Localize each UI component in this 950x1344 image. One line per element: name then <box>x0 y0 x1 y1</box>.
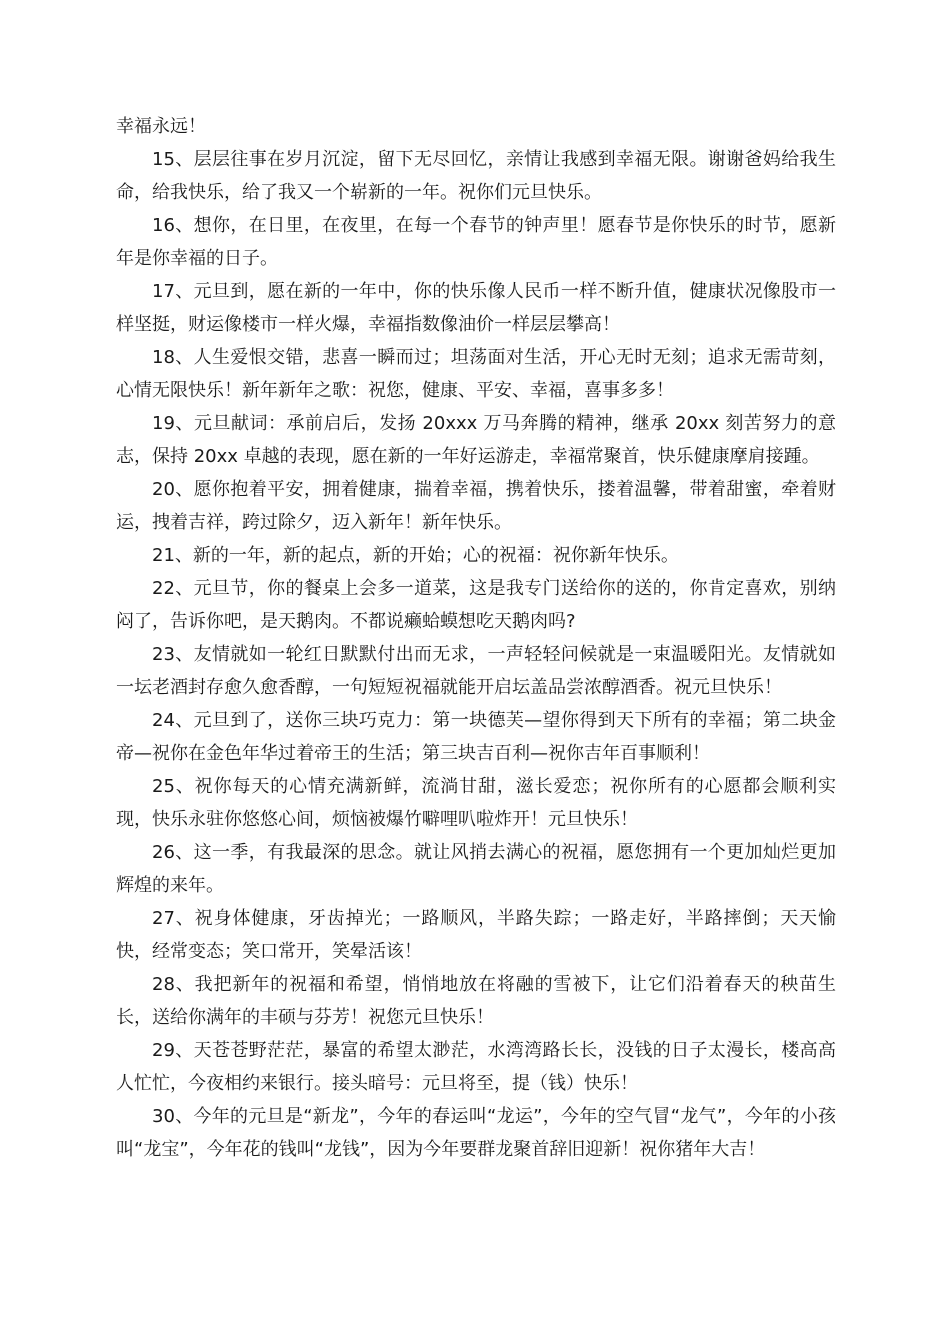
paragraph-27: 27、祝身体健康，牙齿掉光；一路顺风，半路失踪；一路走好，半路摔倒；天天愉快，经常变态；笑口常开，笑晕活该！ <box>116 908 836 962</box>
paragraph-30: 30、今年的元旦是“新龙”，今年的春运叫“龙运”，今年的空气冒“龙气”，今年的小孩叫“龙宝”，今年花的钱叫“龙钱”，因为今年要群龙聚首辞旧迎新！祝你猪年大吉！ <box>116 1106 836 1160</box>
paragraph-20: 20、愿你抱着平安，拥着健康，揣着幸福，携着快乐，搂着温馨，带着甜蜜，牵着财运，拽着吉祥，跨过除夕，迈入新年！新年快乐。 <box>116 479 836 533</box>
paragraph-24: 24、元旦到了，送你三块巧克力：第一块德芙—望你得到天下所有的幸福；第二块金帝—祝你在金色年华过着帝王的生活；第三块吉百利—祝你吉年百事顺利！ <box>116 710 836 764</box>
paragraph-16: 16、想你，在日里，在夜里，在每一个春节的钟声里！愿春节是你快乐的时节，愿新年是你幸福的日子。 <box>116 215 836 269</box>
paragraph-19: 19、元旦献词：承前启后，发扬 20xxx 万马奔腾的精神，继承 20xx 刻苦努力的意志，保持 20xx 卓越的表现，愿在新的一年好运游走，幸福常聚首，快乐健康摩肩接踵。 <box>116 413 836 467</box>
paragraph-18: 18、人生爱恨交错，悲喜一瞬而过；坦荡面对生活，开心无时无刻；追求无需苛刻，心情无限快乐！新年新年之歌：祝您，健康、平安、幸福，喜事多多！ <box>116 347 836 401</box>
document-body <box>116 110 836 1166</box>
paragraph-26: 26、这一季，有我最深的思念。就让风捎去满心的祝福，愿您拥有一个更加灿烂更加辉煌的来年。 <box>116 842 836 896</box>
paragraph-21: 21、新的一年，新的起点，新的开始；心的祝福：祝你新年快乐。 <box>152 545 679 566</box>
paragraph-29: 29、天苍苍野茫茫，暴富的希望太渺茫，水湾湾路长长，没钱的日子太漫长，楼高高人忙忙，今夜相约来银行。接头暗号：元旦将至，提（钱）快乐！ <box>116 1040 836 1094</box>
paragraph-continuation: 幸福永远！ <box>116 116 206 137</box>
paragraph-15: 15、层层往事在岁月沉淀，留下无尽回忆，亲情让我感到幸福无限。谢谢爸妈给我生命，给我快乐，给了我又一个崭新的一年。祝你们元旦快乐。 <box>116 149 836 203</box>
paragraph-22: 22、元旦节，你的餐桌上会多一道菜，这是我专门送给你的送的，你肯定喜欢，别纳闷了，告诉你吧，是天鹅肉。不都说癞蛤蟆想吃天鹅肉吗? <box>116 578 836 632</box>
paragraph-28: 28、我把新年的祝福和希望，悄悄地放在将融的雪被下，让它们沿着春天的秧苗生长，送给你满年的丰硕与芬芳！祝您元旦快乐！ <box>116 974 836 1028</box>
paragraph-23: 23、友情就如一轮红日默默付出而无求，一声轻轻问候就是一束温暖阳光。友情就如一坛老酒封存愈久愈香醇，一句短短祝福就能开启坛盖品尝浓醇酒香。祝元旦快乐！ <box>116 644 836 698</box>
paragraph-17: 17、元旦到，愿在新的一年中，你的快乐像人民币一样不断升值，健康状况像股市一样坚挺，财运像楼市一样火爆，幸福指数像油价一样层层攀高！ <box>116 281 836 335</box>
paragraph-25: 25、祝你每天的心情充满新鲜，流淌甘甜，滋长爱恋；祝你所有的心愿都会顺利实现，快乐永驻你悠悠心间，烦恼被爆竹噼哩叭啦炸开！元旦快乐！ <box>116 776 836 830</box>
